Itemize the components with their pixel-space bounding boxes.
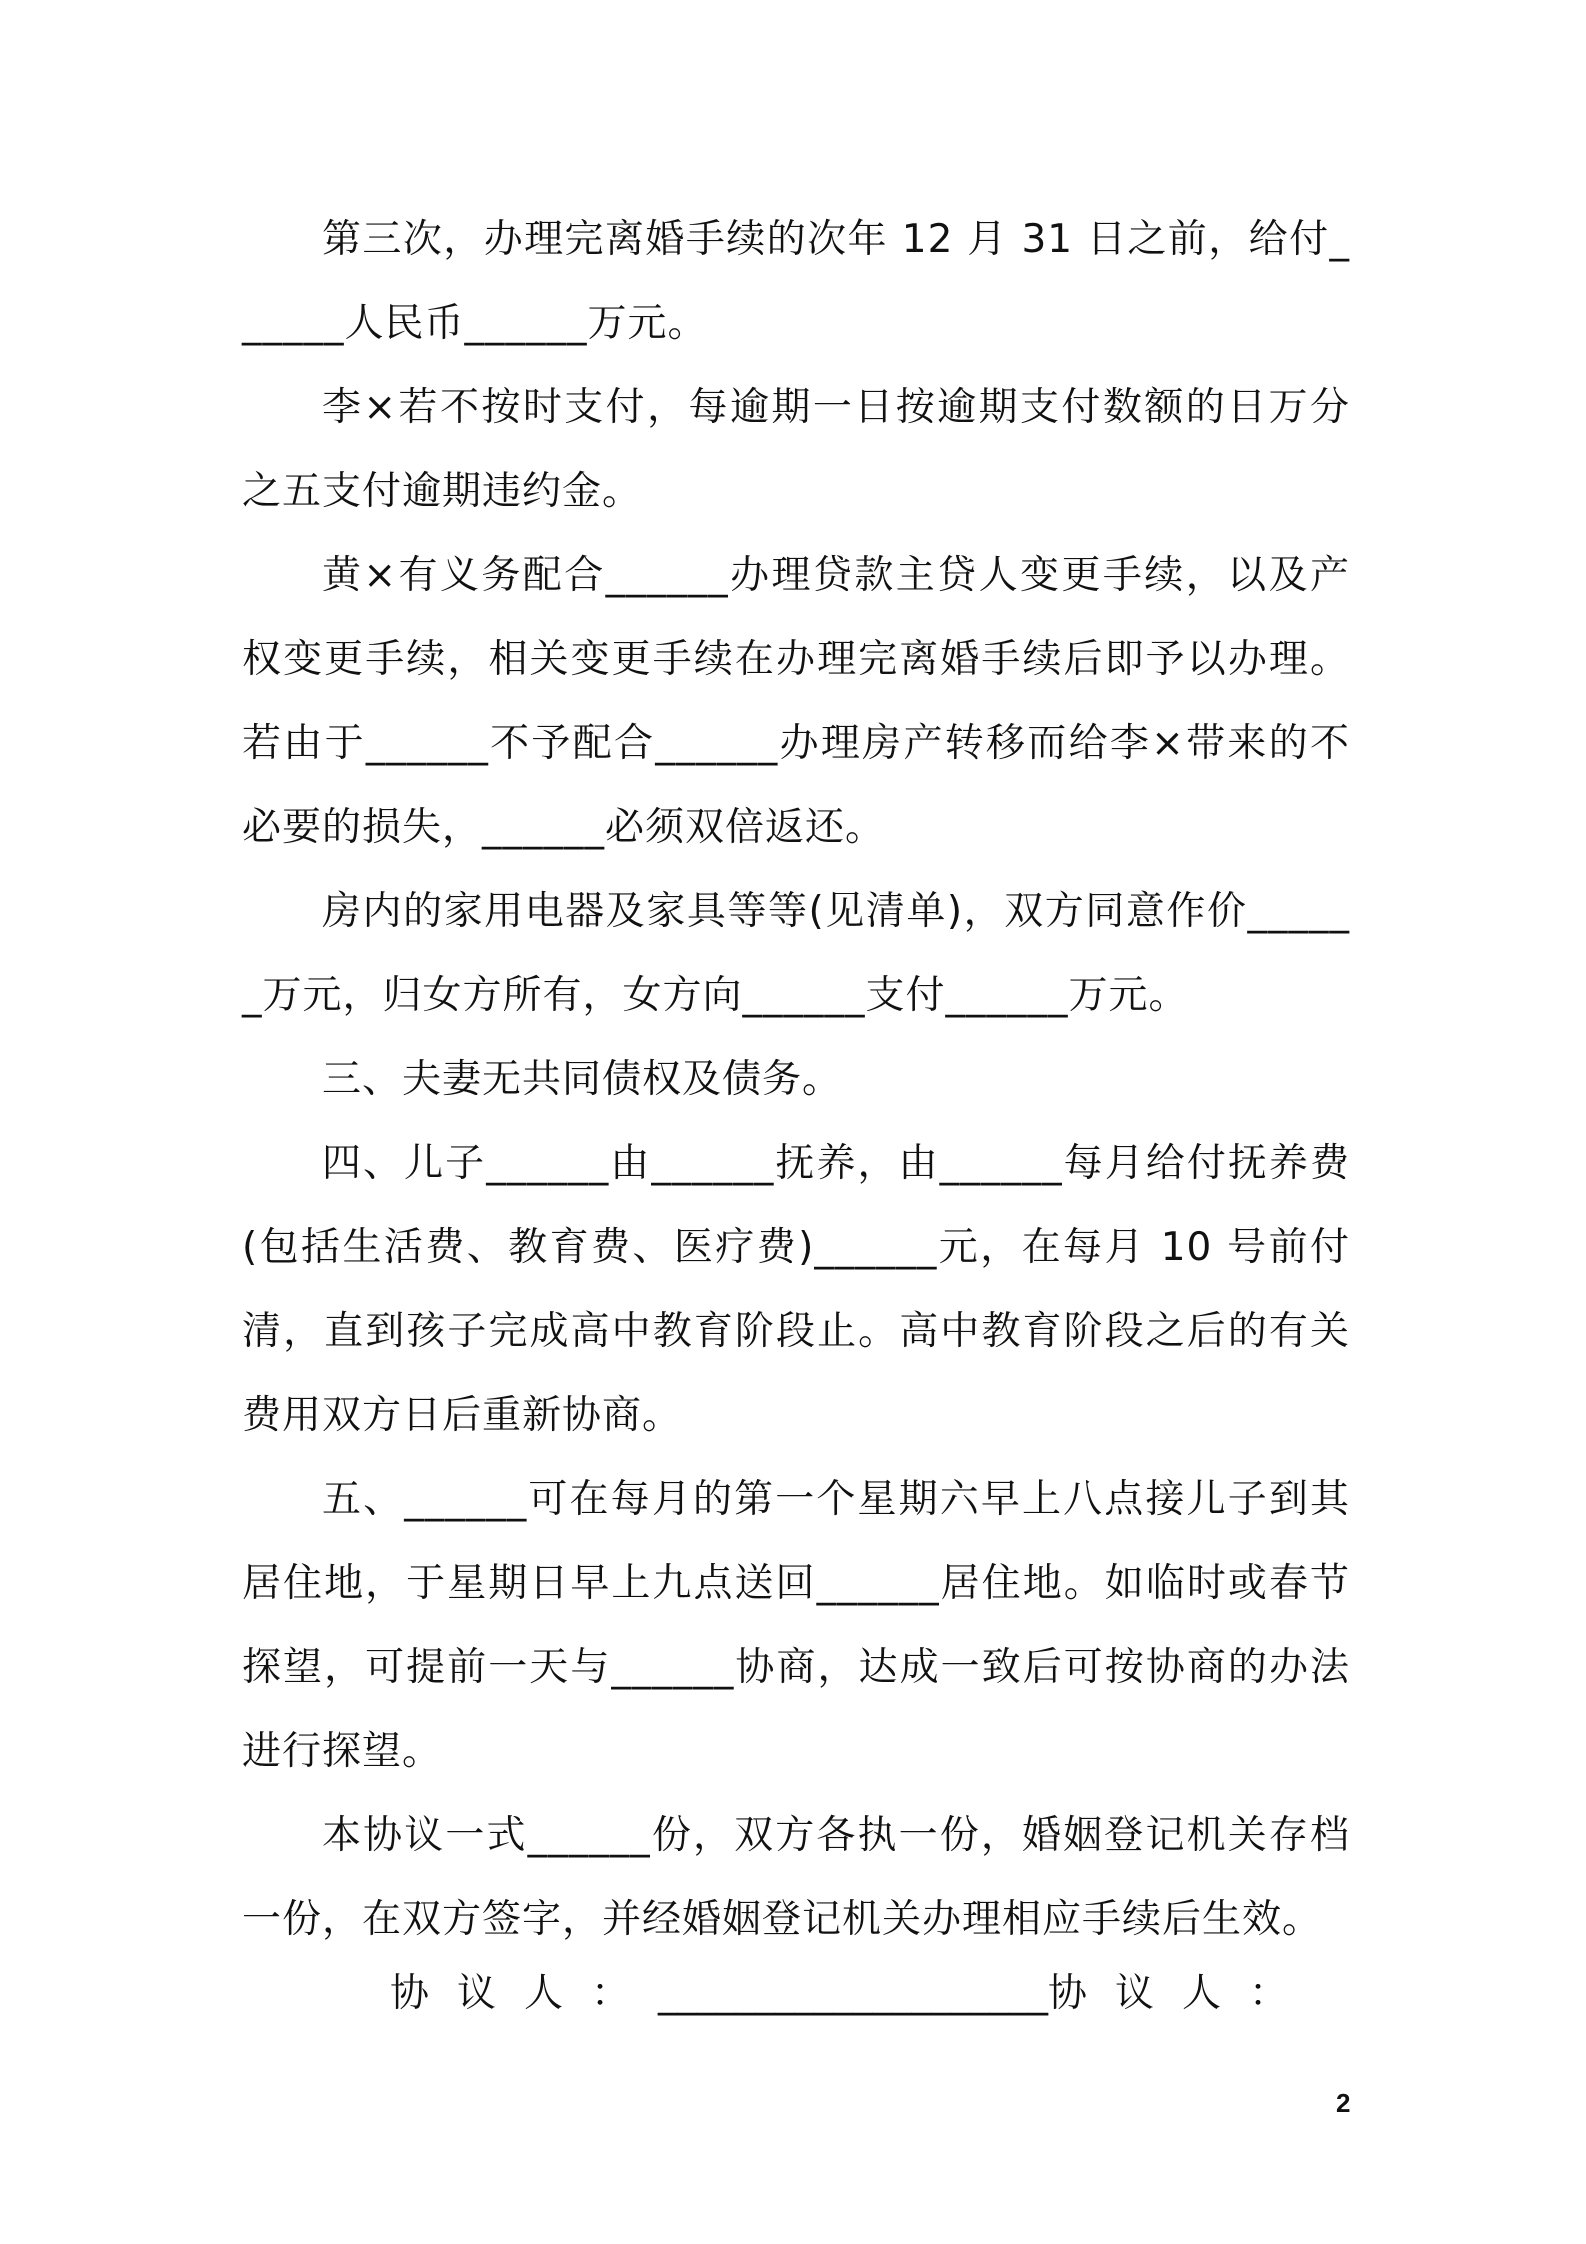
signatory-right-label: 协议人：: [1048, 1971, 1317, 2016]
paragraph-late-penalty: 李×若不按时支付，每逾期一日按逾期支付数额的日万分之五支付逾期违约金。: [242, 385, 1350, 514]
signature-blank: ____________________: [658, 1971, 1049, 2016]
paragraph-loan-transfer: 黄×有义务配合______办理贷款主贷人变更手续，以及产权变更手续，相关变更手续在办理完离婚手续后即予以办理。若由于______不予配合______办理房产转移而给李×带来的不必要的损失，______必须双倍返还。: [242, 553, 1350, 850]
paragraph-no-debts: 三、夫妻无共同债权及债务。: [322, 1057, 843, 1102]
paragraph-third-payment: 第三次，办理完离婚手续的次年 12 月 31 日之前，给付______人民币______万元。: [242, 217, 1350, 346]
paragraph-child-support: 四、儿子______由______抚养，由______每月给付抚养费(包括生活费、教育费、医疗费)______元，在每月 10 号前付清，直到孩子完成高中教育阶段止。高中教育阶段之后的有关费用双方日后重新协商。: [242, 1141, 1350, 1438]
signatory-left-label: 协议人：: [390, 1971, 659, 2016]
paragraph-visitation: 五、______可在每月的第一个星期六早上八点接儿子到其居住地，于星期日早上九点送回______居住地。如临时或春节探望，可提前一天与______协商，达成一致后可按协商的办法进行探望。: [242, 1477, 1350, 1774]
paragraph-copies: 本协议一式______份，双方各执一份，婚姻登记机关存档一份，在双方签字，并经婚姻登记机关办理相应手续后生效。: [242, 1813, 1350, 1942]
page-number: 2: [1336, 2088, 1351, 2118]
signature-line: [390, 1952, 1350, 2036]
paragraph-appliances: 房内的家用电器及家具等等(见清单)，双方同意作价______万元，归女方所有，女方向______支付______万元。: [242, 889, 1350, 1018]
document-body: [242, 198, 1350, 1962]
